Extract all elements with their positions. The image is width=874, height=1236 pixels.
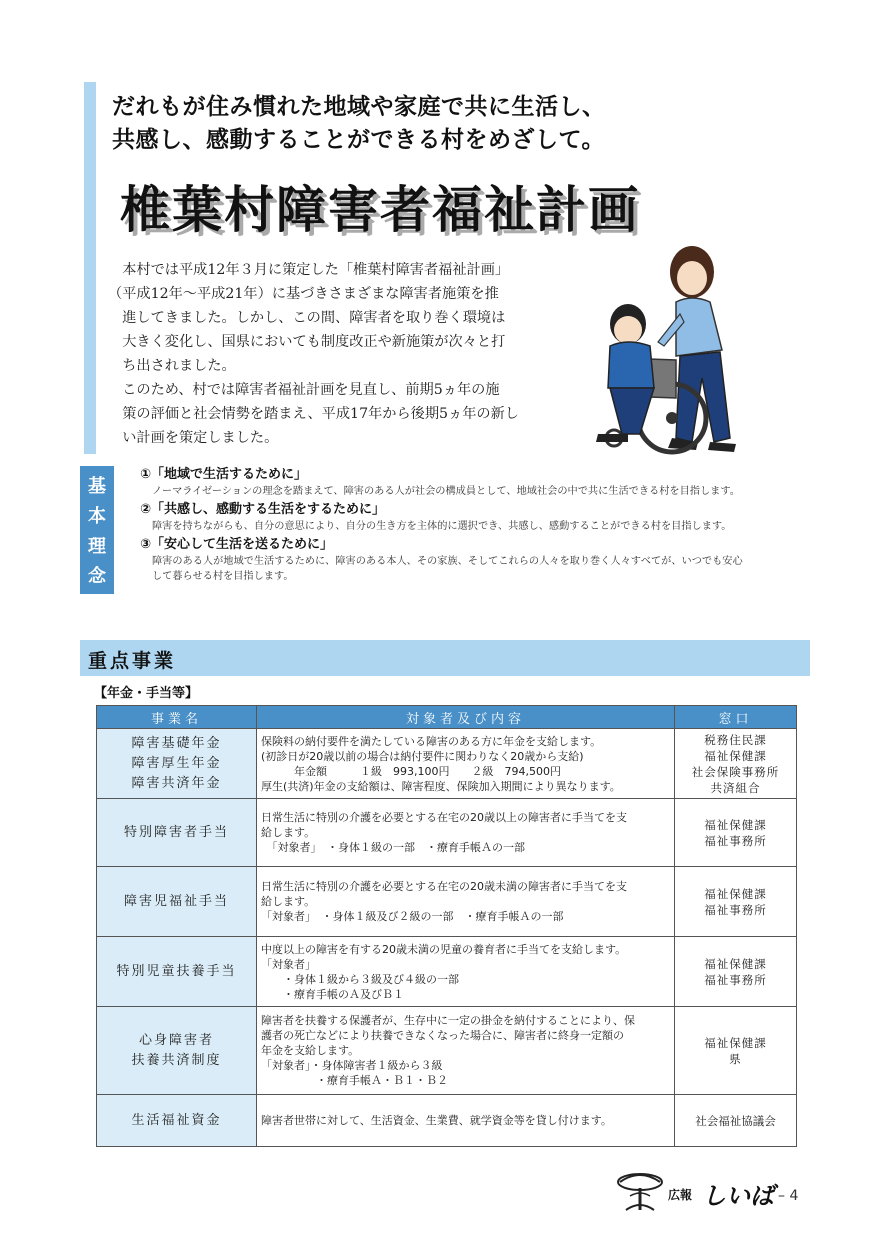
- plan-title: 椎葉村障害者福祉計画: [120, 180, 640, 239]
- program-office: [675, 799, 797, 867]
- content-line: 年金を支給します。: [261, 1044, 360, 1057]
- program-name-line: 特別児童扶養手当: [116, 963, 237, 979]
- footer-label: 広報: [668, 1188, 693, 1202]
- program-content: [257, 1095, 675, 1147]
- principles-tab-char: 念: [88, 566, 106, 587]
- principle-title: ②「共感し、感動する生活をするために」: [140, 502, 386, 517]
- footer-publication-name: しいば: [702, 1182, 774, 1210]
- program-name: [97, 799, 257, 867]
- program-content: [257, 1007, 675, 1095]
- table-header-content: 対象者及び内容: [257, 706, 675, 729]
- program-office: [675, 937, 797, 1007]
- left-accent-bar: [84, 82, 96, 454]
- office-line: 福祉保健課: [704, 817, 767, 832]
- principle-title: ③「安心して生活を送るために」: [140, 537, 334, 552]
- content-line: 護者の死亡などにより扶養できなくなった場合に、障害者に終身一定額の: [261, 1029, 624, 1042]
- program-name: [97, 729, 257, 799]
- programs-table: [96, 705, 797, 1147]
- content-line: 中度以上の障害を有する20歳未満の児童の養育者に手当てを支給します。: [261, 942, 627, 956]
- intro-line: 大きく変化し、国県においても制度改正や新施策が次々と打: [122, 334, 506, 350]
- intro-paragraph-2: [108, 378, 548, 450]
- principle-title: ①「地域で生活するために」: [140, 467, 308, 482]
- principles-tab: [80, 466, 114, 594]
- office-line: 福祉保健課: [704, 1035, 767, 1050]
- content-line: ・身体１級から３級及び４級の一部: [261, 972, 459, 986]
- intro-line: （平成12年〜平成21年）に基づきさまざまな障害者施策を推: [108, 286, 499, 302]
- content-line: 「対象者」 ・身体１級の一部 ・療育手帳Ａの一部: [261, 841, 525, 854]
- office-line: 社会福祉協議会: [695, 1113, 776, 1128]
- basic-principles: [140, 466, 830, 586]
- intro-line: 本村では平成12年３月に策定した「椎葉村障害者福祉計画」: [122, 262, 510, 278]
- page-heading: [112, 90, 606, 156]
- program-content: [257, 867, 675, 937]
- wheelchair-illustration: [580, 238, 750, 466]
- principles-tab-char: 基: [88, 476, 106, 497]
- principles-tab-char: 理: [88, 536, 106, 557]
- content-line: 「対象者」・身体障害者１級から３級: [261, 1059, 443, 1072]
- heading-line-2: 共感し、感動することができる村をめざして。: [112, 126, 606, 153]
- principle-description: ノーマライゼーションの理念を踏まえて、障害のある人が社会の構成員として、地域社会の中で共に生活できる村を目指します。: [152, 486, 740, 497]
- shiiba-logo-icon: [616, 1170, 664, 1214]
- section-subtitle: 【年金・手当等】: [94, 686, 199, 701]
- content-line: 障害者世帯に対して、生活資金、生業費、就学資金等を貸し付けます。: [261, 1114, 612, 1127]
- table-row: [97, 937, 797, 1007]
- table-row: [97, 729, 797, 799]
- principle-description-line: 障害のある人が地域で生活するために、障害のある本人、その家族、そしてこれらの人々を取り巻く人々すべてが、いつでも安心: [152, 556, 743, 567]
- content-line: 「対象者」: [261, 957, 316, 971]
- intro-paragraph-1: [108, 258, 548, 378]
- table-header-name: 事業名: [97, 706, 257, 729]
- table-header-office: 窓口: [675, 706, 797, 729]
- program-name: [97, 1095, 257, 1147]
- office-line: 福祉保健課: [704, 886, 767, 901]
- office-line: 税務住民課: [704, 732, 767, 747]
- content-line: 日常生活に特別の介護を必要とする在宅の20歳以上の障害者に手当てを支: [261, 811, 627, 824]
- section-title: 重点事業: [88, 650, 177, 672]
- table-row: [97, 1095, 797, 1147]
- intro-line: このため、村では障害者福祉計画を見直し、前期5ヵ年の施: [122, 382, 500, 398]
- table-header-row: [97, 706, 797, 729]
- program-name: [97, 937, 257, 1007]
- program-name: [97, 867, 257, 937]
- principle-description: 障害を持ちながらも、自分の意思により、自分の生き方を主体的に選択でき、共感し、感動することができる村を目指します。: [152, 521, 732, 532]
- content-line: ・療育手帳Ａ・Ｂ１・Ｂ２: [261, 1074, 448, 1087]
- intro-line: い計画を策定しました。: [122, 430, 279, 446]
- content-line: ・療育手帳のＡ及びＢ１: [261, 987, 404, 1001]
- office-line: 県: [729, 1051, 742, 1066]
- program-name-line: 扶養共済制度: [131, 1052, 222, 1068]
- content-line: 保険料の納付要件を満たしている障害のある方に年金を支給します。: [261, 734, 602, 748]
- program-content: [257, 937, 675, 1007]
- content-line: 障害者を扶養する保護者が、生存中に一定の掛金を納付することにより、保: [261, 1014, 635, 1027]
- content-line: 「対象者」 ・身体１級及び２級の一部 ・療育手帳Ａの一部: [261, 910, 564, 923]
- office-line: 福祉事務所: [704, 902, 767, 917]
- office-line: 福祉保健課: [704, 956, 767, 971]
- content-line: 日常生活に特別の介護を必要とする在宅の20歳未満の障害者に手当てを支: [261, 880, 627, 893]
- office-line: 社会保険事務所: [691, 764, 780, 779]
- section-header: [80, 640, 810, 676]
- intro-line: 策の評価と社会情勢を踏まえ、平成17年から後期5ヵ年の新し: [122, 406, 519, 422]
- program-office: [675, 1007, 797, 1095]
- intro-line: ち出されました。: [122, 358, 236, 374]
- program-name: [97, 1007, 257, 1095]
- program-office: [675, 1095, 797, 1147]
- table-row: [97, 799, 797, 867]
- principles-tab-char: 本: [88, 506, 106, 527]
- program-name-line: 障害厚生年金: [131, 755, 222, 771]
- page-number: – 4: [778, 1188, 799, 1204]
- program-name-line: 心身障害者: [138, 1032, 214, 1048]
- office-line: 福祉事務所: [704, 972, 767, 987]
- principle-description-line: して暮らせる村を目指します。: [152, 571, 294, 582]
- office-line: 福祉事務所: [704, 833, 767, 848]
- table-row: [97, 1007, 797, 1095]
- program-office: [675, 729, 797, 799]
- content-line: 年金額 １級 993,100円 ２級 794,500円: [261, 764, 561, 778]
- heading-line-1: だれもが住み慣れた地域や家庭で共に生活し、: [112, 93, 606, 120]
- content-line: 厚生(共済)年金の支給額は、障害程度、保険加入期間により異なります。: [261, 779, 621, 793]
- content-line: 給します。: [261, 895, 316, 908]
- program-name-line: 障害基礎年金: [131, 735, 222, 751]
- program-name-line: 障害共済年金: [131, 775, 222, 791]
- program-office: [675, 867, 797, 937]
- table-row: [97, 867, 797, 937]
- program-name-line: 特別障害者手当: [123, 824, 229, 840]
- program-content: [257, 729, 675, 799]
- principle-description: [152, 554, 830, 584]
- program-content: [257, 799, 675, 867]
- office-line: 福祉保健課: [704, 748, 767, 763]
- program-name-line: 生活福祉資金: [131, 1112, 222, 1128]
- intro-line: 進してきました。しかし、この間、障害者を取り巻く環境は: [122, 310, 506, 326]
- intro-text: [108, 258, 548, 450]
- content-line: (初診日が20歳以前の場合は納付要件に関わりなく20歳から支給): [261, 749, 584, 763]
- content-line: 給します。: [261, 826, 316, 839]
- office-line: 共済組合: [710, 780, 761, 795]
- program-name-line: 障害児福祉手当: [123, 893, 229, 909]
